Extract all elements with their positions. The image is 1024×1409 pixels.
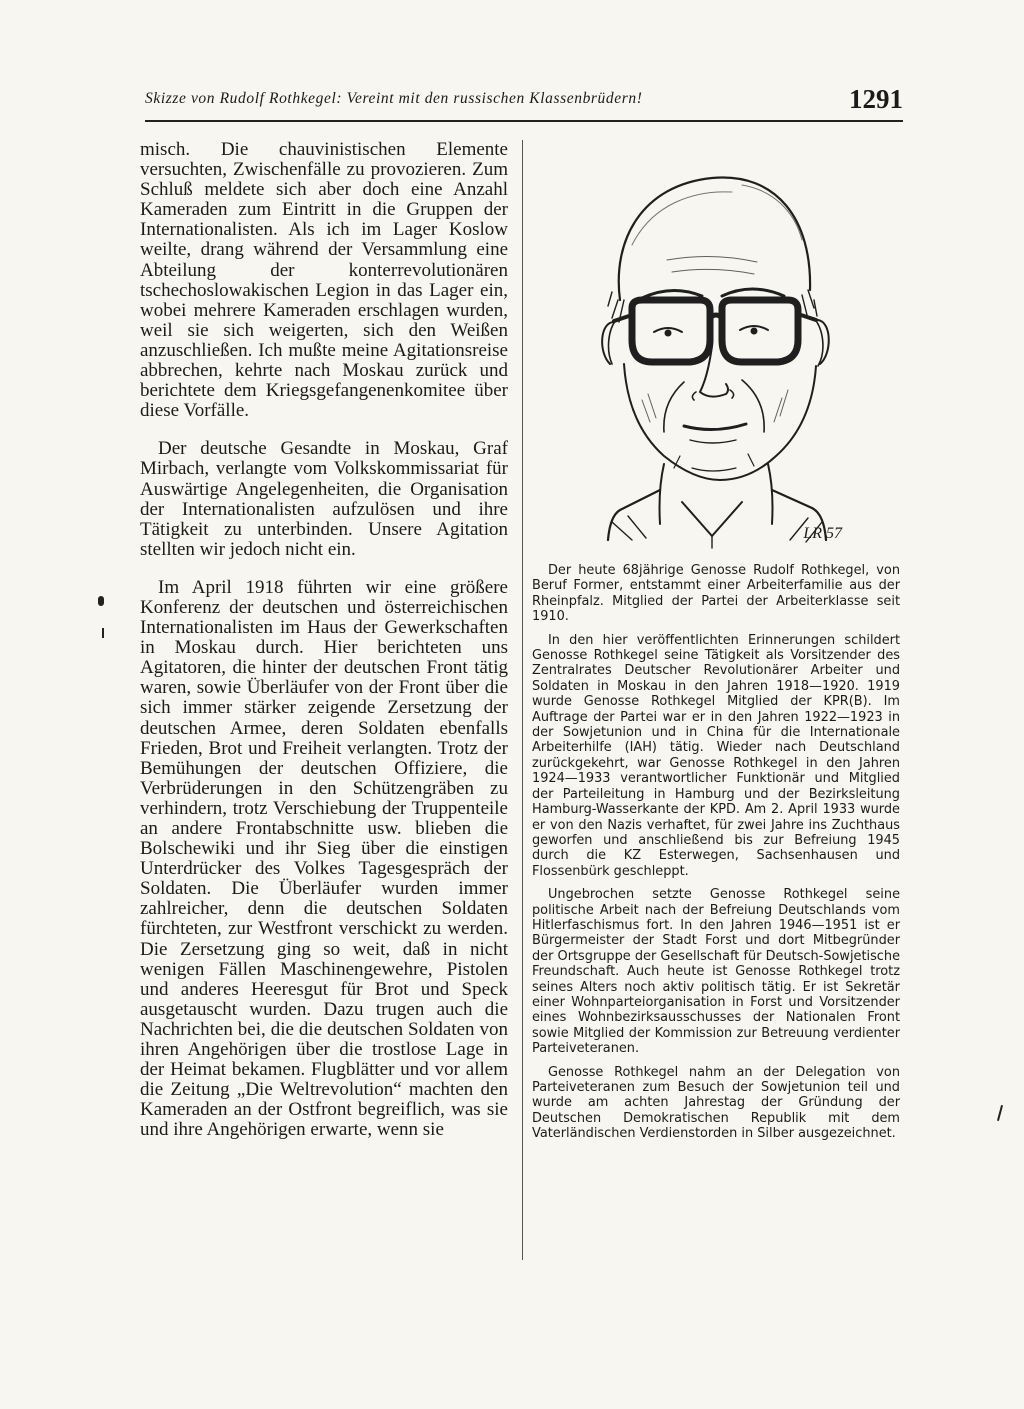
scan-speck	[102, 628, 104, 638]
paragraph: Der deutsche Gesandte in Moskau, Graf Mirbach, verlangte vom Volkskommissariat für Auswärtige Angelegenheiten, die Organisation der Internationalisten aufzulösen und ihre Tätigkeit zu unterbinden. Unsere Agitation stellten wir jedoch nicht ein.	[140, 438, 508, 560]
portrait-sketch	[572, 150, 868, 550]
left-text-column	[140, 140, 508, 1159]
portrait-drawing	[572, 150, 868, 550]
scan-speck	[98, 596, 104, 606]
portrait-caption: Der heute 68jährige Genosse Rudolf Rothkegel, von Beruf Former, entstammt einer Arbeiterfamilie aus der Rheinpfalz. Mitglied der Partei der Arbeiterklasse seit 1910.	[532, 563, 900, 625]
artist-signature: LR 57	[803, 525, 842, 542]
paragraph: Genosse Rothkegel nahm an der Delegation von Parteiveteranen zum Besuch der Sowjetunion teil und wurde am achten Jahrestag der Gründung der Deutschen Demokratischen Republik mit dem Vaterländischen Verdienstorden in Silber ausgezeichnet.	[532, 1064, 900, 1142]
paragraph: Im April 1918 führten wir eine größere Konferenz der deutschen und österreichischen Internationalisten im Haus der Gewerkschaften in Moskau durch. Hier berichteten uns Agitatoren, die hinter der deutschen Front tätig waren, sowie Überläufer von der Front über die sich immer stärker zeigende Zersetzung der deutschen Armee, deren Soldaten ebenfalls Frieden, Brot und Freiheit verlangten. Trotz der Bemühungen der deutschen Offiziere, die Verbrüderungen in den Schützengräben zu verhindern, trotz Verschiebung der Truppenteile an andere Frontabschnitte usw. blieben die Bolschewiki und ihr Sieg über die einstigen Unterdrücker des Volkes Tagesgespräch der Soldaten. Die Überläufer wurden immer zahlreicher, denn die deutschen Soldaten fürchteten, zur Westfront verschickt zu werden. Die Zersetzung ging so weit, daß in nicht wenigen Fällen Maschinengewehre, Pistolen und anderes Heeresgut für Brot und Speck ausgetauscht wurden. Dazu trugen auch die Nachrichten bei, die die deutschen Soldaten von ihren Angehörigen über die trostlose Lage in der Heimat bekamen. Flugblätter und vor allem die Zeitung „Die Weltrevolution“ machten den Kameraden an der Ostfront begreiflich, was sie und ihre Angehörigen erwarte, wenn sie	[140, 576, 508, 1141]
paragraph: misch. Die chauvinistischen Elemente versuchten, Zwischenfälle zu provozieren. Zum Schluß meldete sich aber doch eine Anzahl Kameraden zum Eintritt in die Gruppen der Internationalisten. Als ich im Lager Koslow weilte, drang während der Versammlung eine Abteilung der konterrevolutionären tschechoslowakischen Legion in das Lager ein, wobei mehrere Kameraden erschlagen wurden, weil sie sich weigerten, sich den Weißen anzuschließen. Ich mußte meine Agitationsreise abbrechen, kehrte nach Moskau zurück und berichtete dem Kriegsgefangenenkomitee über diese Vorfälle.	[140, 139, 508, 422]
paragraph: Ungebrochen setzte Genosse Rothkegel seine politische Arbeit nach der Befreiung Deutschlands vom Hitlerfaschismus fort. In den Jahren 1946—1951 ist er Bürgermeister der Stadt Forst und dort Mitbegründer der Ortsgruppe der Gesellschaft für Deutsch-Sowjetische Freundschaft. Auch heute ist Genosse Rothkegel trotz seines Alters noch aktiv politisch tätig. Er ist Sekretär einer Wohnparteiorganisation in Forst und Vorsitzender eines Wohnbezirksausschusses der Nationalen Front sowie Mitglied der Kommission zur Betreuung verdienter Parteiveteranen.	[532, 887, 900, 1057]
scan-speck	[997, 1105, 1003, 1121]
header-title: Skizze von Rudolf Rothkegel: Vereint mit den russischen Klassenbrüdern!	[145, 90, 643, 107]
right-text-column	[532, 563, 900, 1150]
running-header	[145, 84, 903, 122]
paragraph: In den hier veröffentlichten Erinnerungen schildert Genosse Rothkegel seine Tätigkeit als Vorsitzender des Zentralrates Deutscher Revolutionärer Arbeiter und Soldaten in Moskau in den Jahren 1918—1920. 1919 wurde Genosse Rothkegel Mitglied der KPR(B). Im Auftrage der Partei war er in den Jahren 1922—1923 in der Sowjetunion und in China für die Internationale Arbeiterhilfe (IAH) tätig. Wieder nach Deutschland zurückgekehrt, war Genosse Rothkegel in den Jahren 1924—1933 verantwortlicher Funktionär und Mitglied der Parteileitung in Hamburg und der Bezirksleitung Hamburg-Wasserkante der KPD. Am 2. April 1933 wurde er von den Nazis verhaftet, für zwei Jahre ins Zuchthaus geworfen und anschließend bis zur Befreiung 1945 durch die KZ Esterwegen, Sachsenhausen und Flossenbürk geschleppt.	[532, 632, 900, 879]
column-divider	[522, 140, 523, 1260]
page-number: 1291	[849, 84, 903, 114]
